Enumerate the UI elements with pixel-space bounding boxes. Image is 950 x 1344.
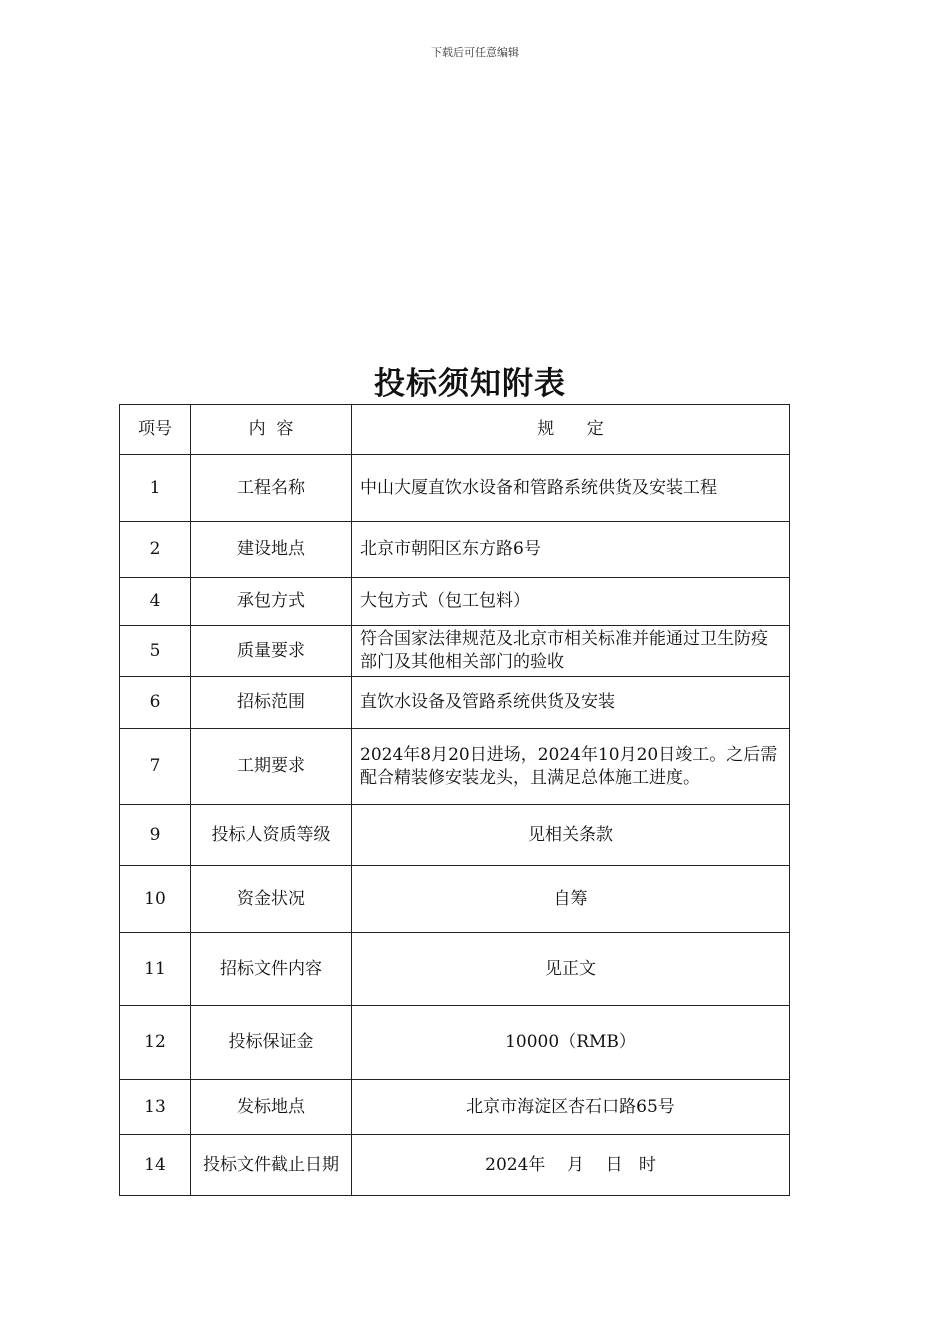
table-row xyxy=(120,1006,790,1080)
row-rule: 2024年 月 日 时 xyxy=(352,1135,790,1196)
row-rule: 直饮水设备及管路系统供货及安装 xyxy=(352,677,790,729)
row-item: 投标人资质等级 xyxy=(191,805,352,866)
table-row xyxy=(120,455,790,522)
row-number: 11 xyxy=(120,933,191,1006)
row-item: 招标文件内容 xyxy=(191,933,352,1006)
row-number: 6 xyxy=(120,677,191,729)
row-number: 4 xyxy=(120,578,191,626)
row-item: 工程名称 xyxy=(191,455,352,522)
row-number: 1 xyxy=(120,455,191,522)
row-item: 招标范围 xyxy=(191,677,352,729)
row-number: 7 xyxy=(120,729,191,805)
row-number: 12 xyxy=(120,1006,191,1080)
table-row xyxy=(120,729,790,805)
row-item: 质量要求 xyxy=(191,626,352,677)
document-title: 投标须知附表 xyxy=(374,366,566,402)
row-rule: 见正文 xyxy=(352,933,790,1006)
table-row xyxy=(120,578,790,626)
row-rule: 北京市朝阳区东方路6号 xyxy=(352,522,790,578)
table-row xyxy=(120,522,790,578)
table-row xyxy=(120,677,790,729)
row-number: 13 xyxy=(120,1080,191,1135)
row-rule: 见相关条款 xyxy=(352,805,790,866)
row-item: 工期要求 xyxy=(191,729,352,805)
row-rule: 大包方式（包工包料） xyxy=(352,578,790,626)
row-rule: 10000（RMB） xyxy=(352,1006,790,1080)
row-rule: 符合国家法律规范及北京市相关标准并能通过卫生防疫部门及其他相关部门的验收 xyxy=(352,626,790,677)
row-number: 5 xyxy=(120,626,191,677)
table-row xyxy=(120,1080,790,1135)
row-item: 发标地点 xyxy=(191,1080,352,1135)
row-item: 承包方式 xyxy=(191,578,352,626)
table-row xyxy=(120,866,790,933)
row-rule: 北京市海淀区杏石口路65号 xyxy=(352,1080,790,1135)
row-number: 2 xyxy=(120,522,191,578)
header-item-number: 项号 xyxy=(120,405,191,455)
row-number: 14 xyxy=(120,1135,191,1196)
table-row xyxy=(120,1135,790,1196)
table-row xyxy=(120,626,790,677)
row-rule: 自筹 xyxy=(352,866,790,933)
row-item: 投标保证金 xyxy=(191,1006,352,1080)
row-item: 资金状况 xyxy=(191,866,352,933)
table-header-row xyxy=(120,405,790,455)
page-header-note: 下载后可任意编辑 xyxy=(431,46,519,59)
row-rule: 中山大厦直饮水设备和管路系统供货及安装工程 xyxy=(352,455,790,522)
table-row xyxy=(120,933,790,1006)
table-row xyxy=(120,805,790,866)
row-number: 10 xyxy=(120,866,191,933)
row-item: 投标文件截止日期 xyxy=(191,1135,352,1196)
header-content: 内 容 xyxy=(191,405,352,455)
row-rule: 2024年8月20日进场，2024年10月20日竣工。之后需配合精装修安装龙头，且满足总体施工进度。 xyxy=(352,729,790,805)
row-number: 9 xyxy=(120,805,191,866)
header-regulation: 规 定 xyxy=(352,405,790,455)
bid-instructions-table xyxy=(119,404,790,1196)
row-item: 建设地点 xyxy=(191,522,352,578)
